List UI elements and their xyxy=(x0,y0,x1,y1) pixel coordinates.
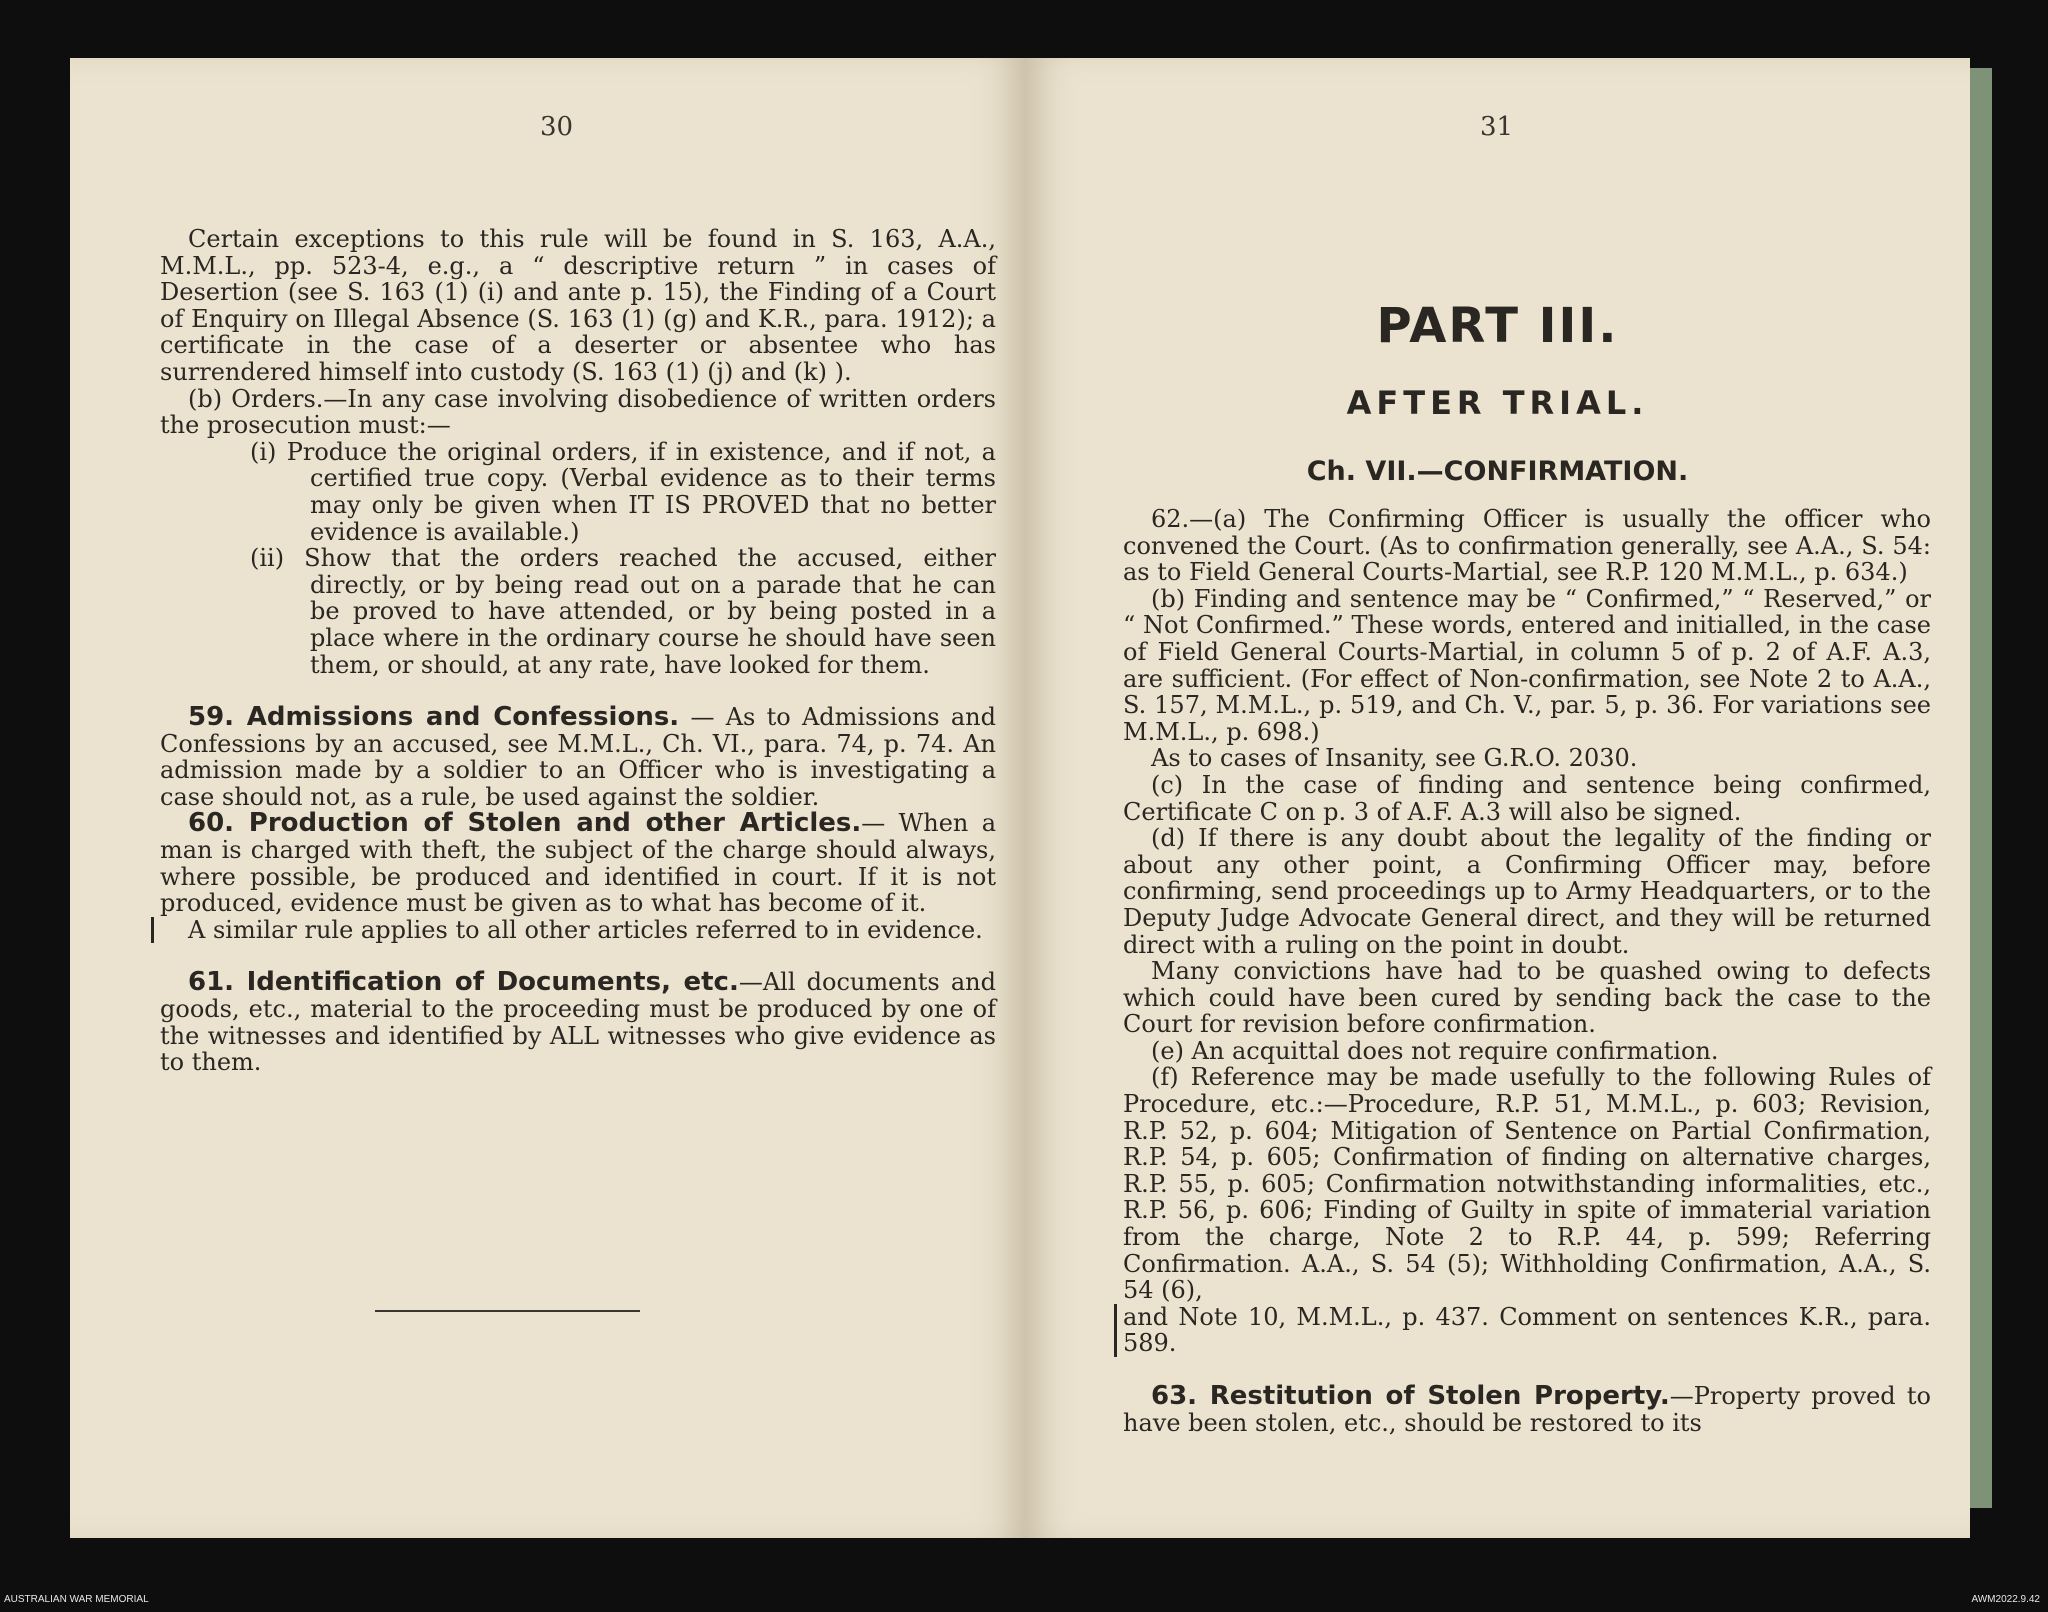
section-61-heading: 61. Identification of Documents, etc. xyxy=(188,967,739,998)
right-page-text xyxy=(1123,506,1931,1436)
part-subtitle: AFTER TRIAL. xyxy=(1346,384,1649,422)
section-63 xyxy=(1123,1383,1931,1436)
footer-accession-number: AWM2022.9.42 xyxy=(1971,1594,2040,1605)
paragraph-62f-amendment: and Note 10, M.M.L., p. 437. Comment on sentences K.R., para. 589. xyxy=(1114,1304,1931,1357)
part-title: PART III. xyxy=(1376,298,1619,354)
right-page xyxy=(1025,58,1970,1538)
page-number-30: 30 xyxy=(540,112,574,142)
section-61 xyxy=(160,969,996,1075)
paragraph-62a: 62.—(a) The Confirming Officer is usually the officer who convened the Court. (As to confirmation generally, see A.A., S. 54: as to Field General Courts-Martial, see R.P. 120 M.M.L., p. 634.) xyxy=(1123,505,1931,587)
section-60-text: — When a man is charged with theft, the subject of the charge should always, where possible, be produced and identified in court. If it is not produced, evidence must be given as to what has become of it. xyxy=(160,809,996,918)
chapter-title: Ch. VII.—CONFIRMATION. xyxy=(1306,456,1689,487)
section-divider-rule xyxy=(375,1310,640,1312)
section-63-heading: 63. Restitution of Stolen Property. xyxy=(1151,1381,1670,1411)
section-59-text: — As to Admissions and Confessions by an accused, see M.M.L., Ch. VI., para. 74, p. 74. An admission made by a soldier to an Officer who is investigating a case should not, as a rule, be used against the soldier. xyxy=(160,703,996,811)
paragraph-62b: (b) Finding and sentence may be “ Confirmed,” “ Reserved,” or “ Not Confirmed.” These words, entered and initialled, in the case of Field General Courts-Martial, in column 5 of p. 2 of A.F. A.3, are sufficient. (For effect of Non-confirmation, see Note 2 to A.A., S. 157, M.M.L., p. 519, and Ch. V., par. 5, p. 36. For variations see M.M.L., p. 698.) xyxy=(1123,584,1931,746)
paragraph-convictions: Many convictions have had to be quashed owing to defects which could have been cured by sending back the case to the Court for revision before confirmation. xyxy=(1123,957,1931,1039)
paragraph-62d: (d) If there is any doubt about the legality of the finding or about any other point, a Confirming Officer may, before confirming, send proceedings up to Army Headquarters, or to the Deputy Judge Advocate General direct, and they will be returned direct with a ruling on the point in doubt. xyxy=(1123,824,1931,959)
paragraph-orders-ii: (ii) Show that the orders reached the accused, either directly, or by being read out on a parade that he can be proved to have attended, or by being posted in a place where in the ordinary course he should have seen them, or should, at any rate, have looked for them. xyxy=(250,544,996,679)
paragraph-insanity: As to cases of Insanity, see G.R.O. 2030. xyxy=(1151,744,1638,773)
left-page xyxy=(70,58,1025,1538)
paragraph-orders-i: (i) Produce the original orders, if in existence, and if not, a certified true copy. (Verbal evidence as to their terms may only be given when IT IS PROVED that no better evidence is available.) xyxy=(250,437,996,546)
paragraph-62c: (c) In the case of finding and sentence being confirmed, Certificate C on p. 3 of A.F. A.3 will also be signed. xyxy=(1123,770,1931,826)
open-booklet xyxy=(70,58,1990,1538)
paragraph-62f: (f) Reference may be made usefully to the following Rules of Procedure, etc.:—Procedure, R.P. 51, M.M.L., p. 603; Revision, R.P. 52, p. 604; Mitigation of Sentence on Partial Confirmation, R.P. 54, p. 605; Confirmation of finding on alternative charges, R.P. 55, p. 605; Confirmation notwithstanding informalities, etc., R.P. 56, p. 606; Finding of Guilty in spite of immaterial variation from the charge, Note 2 to R.P. 44, p. 599; Referring Confirmation. A.A., S. 54 (5); Withholding Confirmation, A.A., S. 54 (6), xyxy=(1123,1063,1931,1305)
page-number-31: 31 xyxy=(1480,112,1514,142)
footer-credit: AUSTRALIAN WAR MEMORIAL xyxy=(4,1594,149,1605)
section-60 xyxy=(160,810,996,916)
paragraph-orders: (b) Orders.—In any case involving disobedience of written orders the prosecution must:— xyxy=(160,384,996,440)
paragraph-62e: (e) An acquittal does not require confirmation. xyxy=(1151,1036,1719,1065)
cover-edge xyxy=(1970,68,1992,1508)
section-59-heading: 59. Admissions and Confessions. xyxy=(188,702,680,733)
section-60-heading: 60. Production of Stolen and other Articles. xyxy=(188,808,862,839)
left-page-text xyxy=(160,226,996,1076)
paragraph-exceptions: Certain exceptions to this rule will be found in S. 163, A.A., M.M.L., pp. 523-4, e.g., a “ descriptive return ” in cases of Desertion (see S. 163 (1) (i) and ante p. 15), the Finding of a Court of Enquiry on Illegal Absence (S. 163 (1) (g) and K.R., para. 1912); a certificate in the case of a deserter or absentee who has surrendered himself into custody (S. 163 (1) (j) and (k) ). xyxy=(160,225,996,386)
section-59 xyxy=(160,704,996,810)
section-60-note: A similar rule applies to all other articles referred to in evidence. xyxy=(151,917,996,944)
section-61-text: —All documents and goods, etc., material to the proceeding must be produced by one of the witnesses and identified by ALL witnesses who give evidence as to them. xyxy=(160,968,996,1077)
section-63-text: —Property proved to have been stolen, etc., should be restored to its xyxy=(1123,1382,1931,1437)
